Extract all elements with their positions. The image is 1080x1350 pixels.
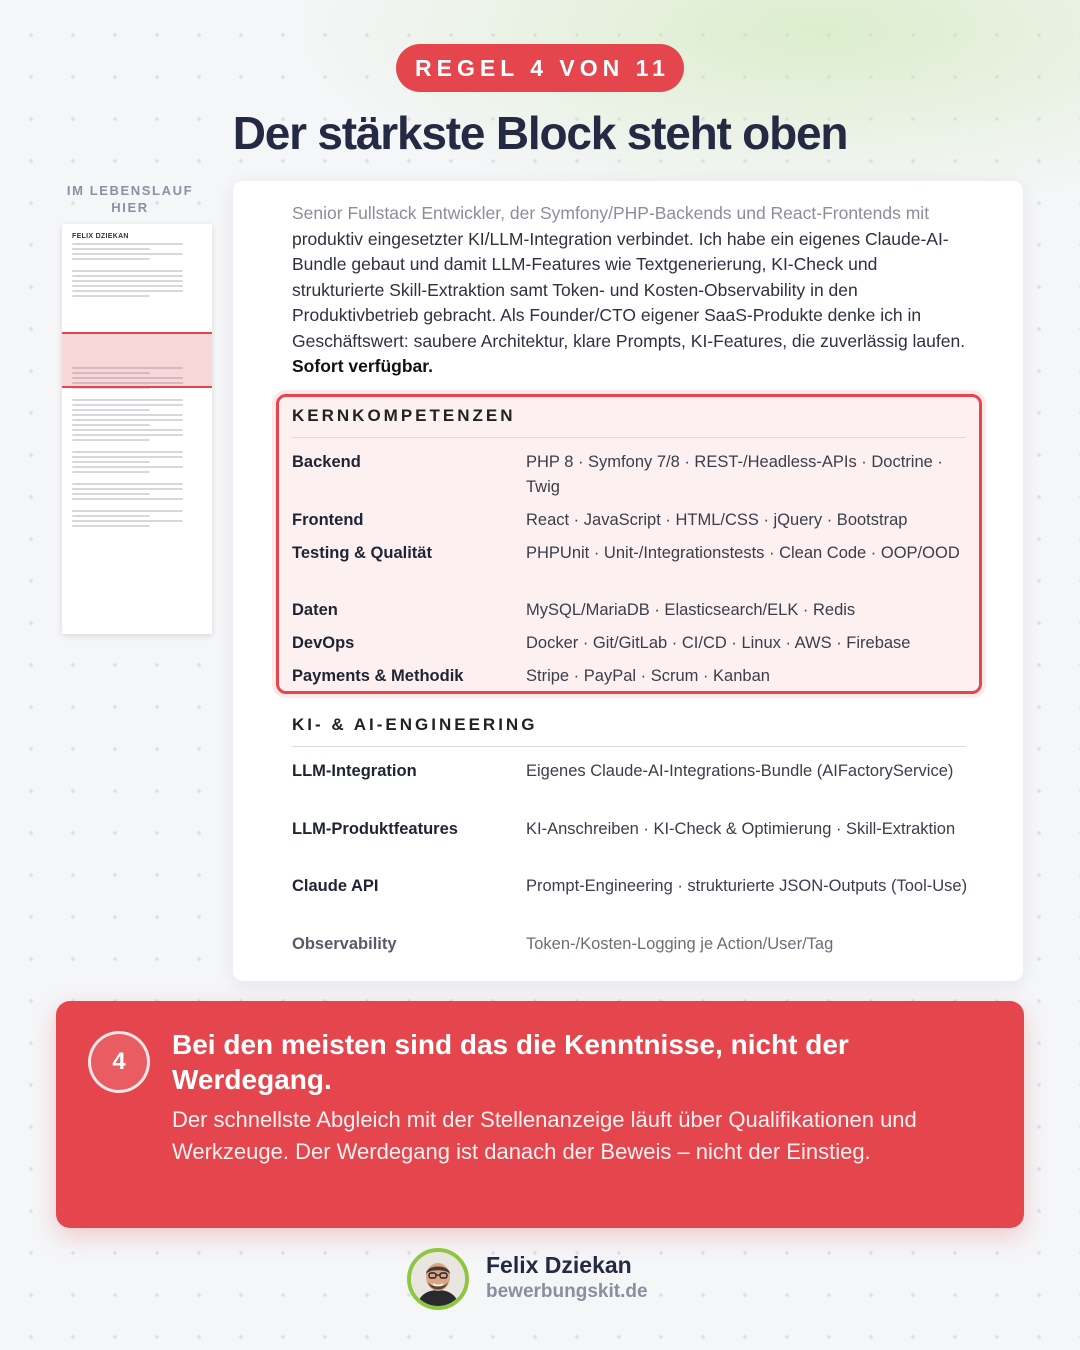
skill-values: PHP 8 · Symfony 7/8 · REST-/Headless-APIs · Doctrine · Twig (526, 453, 943, 496)
profile-summary-faded: Senior Fullstack Entwickler, der Symfony/PHP-Backends und React-Frontends mit (292, 203, 930, 223)
thumb-line (72, 409, 150, 411)
skill-values: Prompt-Engineering · strukturierte JSON-Outputs (Tool-Use) (526, 877, 968, 895)
cv-location-label (60, 182, 200, 216)
cv-thumbnail-highlight (62, 332, 212, 388)
thumb-line (72, 258, 150, 260)
thumb-line (72, 414, 183, 416)
thumb-line (72, 295, 150, 297)
skill-category: Frontend (292, 511, 364, 529)
thumb-line (72, 461, 150, 463)
person-icon (411, 1252, 465, 1306)
skill-category: LLM-Produktfeatures (292, 820, 458, 838)
thumb-line (72, 285, 183, 287)
skill-values: Eigenes Claude-AI-Integrations-Bundle (AIFactoryService) (526, 762, 954, 780)
skill-values: PHPUnit · Unit-/Integrationstests · Clean Code · OOP/OOD (526, 544, 960, 562)
skill-category: Payments & Methodik (292, 667, 464, 685)
thumb-line (72, 483, 183, 485)
core-skills-divider (292, 437, 966, 438)
skill-values: MySQL/MariaDB · Elasticsearch/ELK · Redis (526, 601, 856, 619)
skill-category: Observability (292, 935, 397, 953)
thumb-line (72, 515, 150, 517)
skill-category: DevOps (292, 634, 355, 652)
thumb-line (72, 525, 150, 527)
thumb-line (72, 419, 183, 421)
thumb-line (72, 248, 150, 250)
cv-thumbnail (62, 224, 212, 634)
thumb-line (72, 253, 183, 255)
thumb-line (72, 498, 183, 500)
ai-engineering-divider (292, 746, 966, 747)
page-title: Der stärkste Block steht oben (232, 107, 848, 159)
callout-text: Der schnellste Abgleich mit der Stellenanzeige läuft über Qualifikationen und Werkzeuge. Der Werdegang ist danach der Beweis – nicht der Einstieg. (172, 1107, 917, 1164)
thumb-line (72, 280, 183, 282)
author-avatar (407, 1248, 469, 1310)
thumb-line (72, 429, 183, 431)
cv-location-label-line1: IM LEBENSLAUF (66, 183, 194, 198)
skill-values: Stripe · PayPal · Scrum · Kanban (526, 667, 770, 685)
thumb-line (72, 399, 183, 401)
core-skills-heading: KERNKOMPETENZEN (292, 406, 516, 425)
thumb-line (72, 270, 183, 272)
skill-category: Backend (292, 453, 361, 471)
thumb-line (72, 275, 183, 277)
ai-engineering-heading: KI- & AI-ENGINEERING (292, 715, 538, 734)
skill-values: Token-/Kosten-Logging je Action/User/Tag (526, 935, 834, 953)
cv-excerpt-card (233, 181, 1023, 981)
author-name: Felix Dziekan (486, 1252, 632, 1278)
cv-location-label-line2: HIER (111, 200, 149, 215)
profile-summary-text: produktiv eingesetzter KI/LLM-Integration verbindet. Ich habe ein eigenes Claude-AI-Bundle gebaut und damit LLM-Features wie Textgenerierung, KI-Check und strukturierte Skill-Extraktion samt Token- und Kosten-Observability in den Produktivbetrieb gebracht. Als Founder/CTO eigener SaaS-Produkte denke ich in Geschäftswert: saubere Architektur, klare Prompts, KI-Features, die zuverlässig laufen. (292, 228, 966, 351)
profile-summary-availability: Sofort verfügbar. (292, 356, 433, 376)
thumb-line (72, 493, 150, 495)
thumb-line (72, 471, 150, 473)
rule-number-badge: 4 (88, 1031, 150, 1093)
thumb-line (72, 404, 183, 406)
thumb-line (72, 424, 150, 426)
thumb-line (72, 520, 183, 522)
thumb-line (72, 290, 183, 292)
author-website: bewerbungskit.de (486, 1281, 648, 1302)
thumb-line (72, 456, 183, 458)
thumb-line (72, 451, 183, 453)
thumb-line (72, 488, 183, 490)
cv-thumbnail-name: FELIX DZIEKAN (72, 233, 129, 240)
thumb-line (72, 434, 183, 436)
skill-category: LLM-Integration (292, 762, 417, 780)
thumb-line (72, 466, 183, 468)
thumb-line (72, 243, 183, 245)
skill-values: React · JavaScript · HTML/CSS · jQuery · Bootstrap (526, 511, 908, 529)
thumb-line (72, 510, 183, 512)
skill-category: Daten (292, 601, 338, 619)
skill-category: Claude API (292, 877, 379, 895)
callout-title: Bei den meisten sind das die Kenntnisse, nicht der Werdegang. (172, 1029, 849, 1095)
rule-callout (56, 1001, 1024, 1228)
skill-category: Testing & Qualität (292, 544, 432, 562)
thumb-line (72, 439, 150, 441)
rule-badge: REGEL 4 VON 11 (396, 44, 684, 92)
skill-values: Docker · Git/GitLab · CI/CD · Linux · AWS · Firebase (526, 634, 911, 652)
skill-values: KI-Anschreiben · KI-Check & Optimierung · Skill-Extraktion (526, 820, 956, 838)
profile-summary (292, 201, 972, 380)
thumb-block (72, 367, 202, 527)
